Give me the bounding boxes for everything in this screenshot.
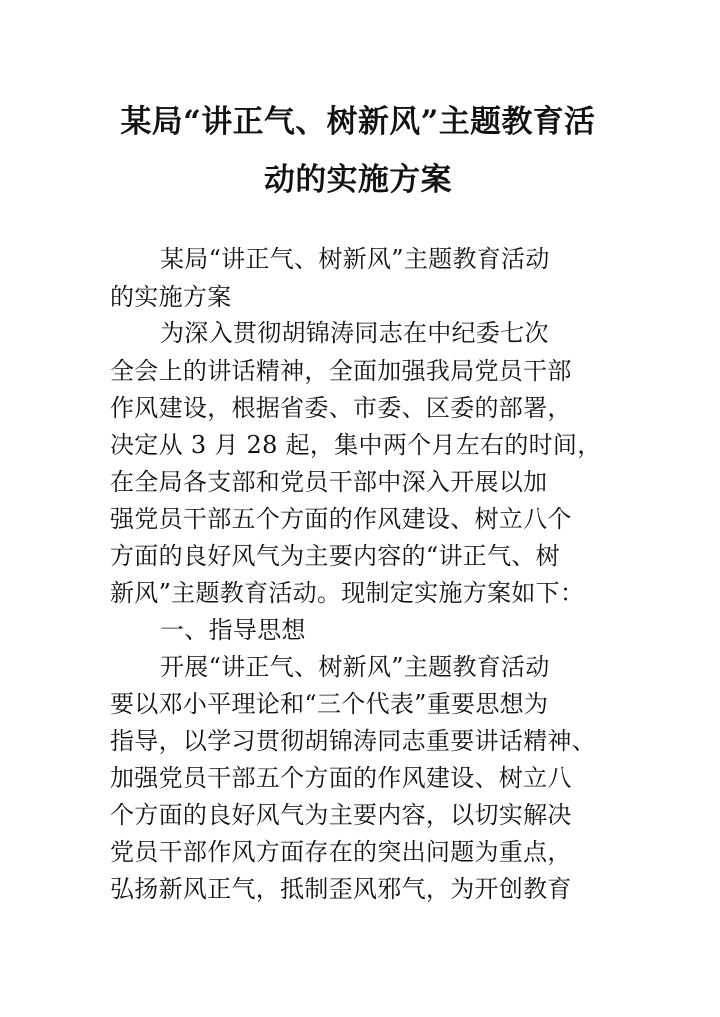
body-line: 弘扬新风正气，抵制歪风邪气，为开创教育 <box>110 875 572 903</box>
body-line: 要以邓小平理论和“三个代表”重要思想为 <box>110 690 549 718</box>
body-line: 作风建设，根据省委、市委、区委的部署， <box>110 394 572 422</box>
body-line: 的实施方案 <box>110 283 232 311</box>
body-line: 全会上的讲话精神，全面加强我局党员干部 <box>110 357 572 385</box>
body-line: 指导，以学习贯彻胡锦涛同志重要讲话精神、 <box>110 727 596 755</box>
body-line: 某局“讲正气、树新风”主题教育活动 <box>160 245 550 273</box>
body-line: 在全局各支部和党员干部中深入开展以加 <box>110 468 548 496</box>
body-line: 决定从 3 月 28 起，集中两个月左右的时间， <box>110 431 602 459</box>
section-heading: 一、指导思想 <box>160 616 306 644</box>
document-title-line-1: 某局“讲正气、树新风”主题教育活 <box>120 104 596 140</box>
body-line: 开展“讲正气、树新风”主题教育活动 <box>160 653 550 681</box>
body-line: 个方面的良好风气为主要内容，以切实解决 <box>110 801 572 829</box>
body-line: 党员干部作风方面存在的突出问题为重点， <box>110 838 572 866</box>
body-line: 新风”主题教育活动。现制定实施方案如下： <box>110 579 585 607</box>
document-title-line-2: 动的实施方案 <box>264 162 452 198</box>
body-line: 为深入贯彻胡锦涛同志在中纪委七次 <box>160 319 549 347</box>
body-line: 强党员干部五个方面的作风建设、树立八个 <box>110 505 572 533</box>
body-line: 方面的良好风气为主要内容的“讲正气、树 <box>110 542 560 570</box>
body-line: 加强党员干部五个方面的作风建设、树立八 <box>110 764 572 792</box>
